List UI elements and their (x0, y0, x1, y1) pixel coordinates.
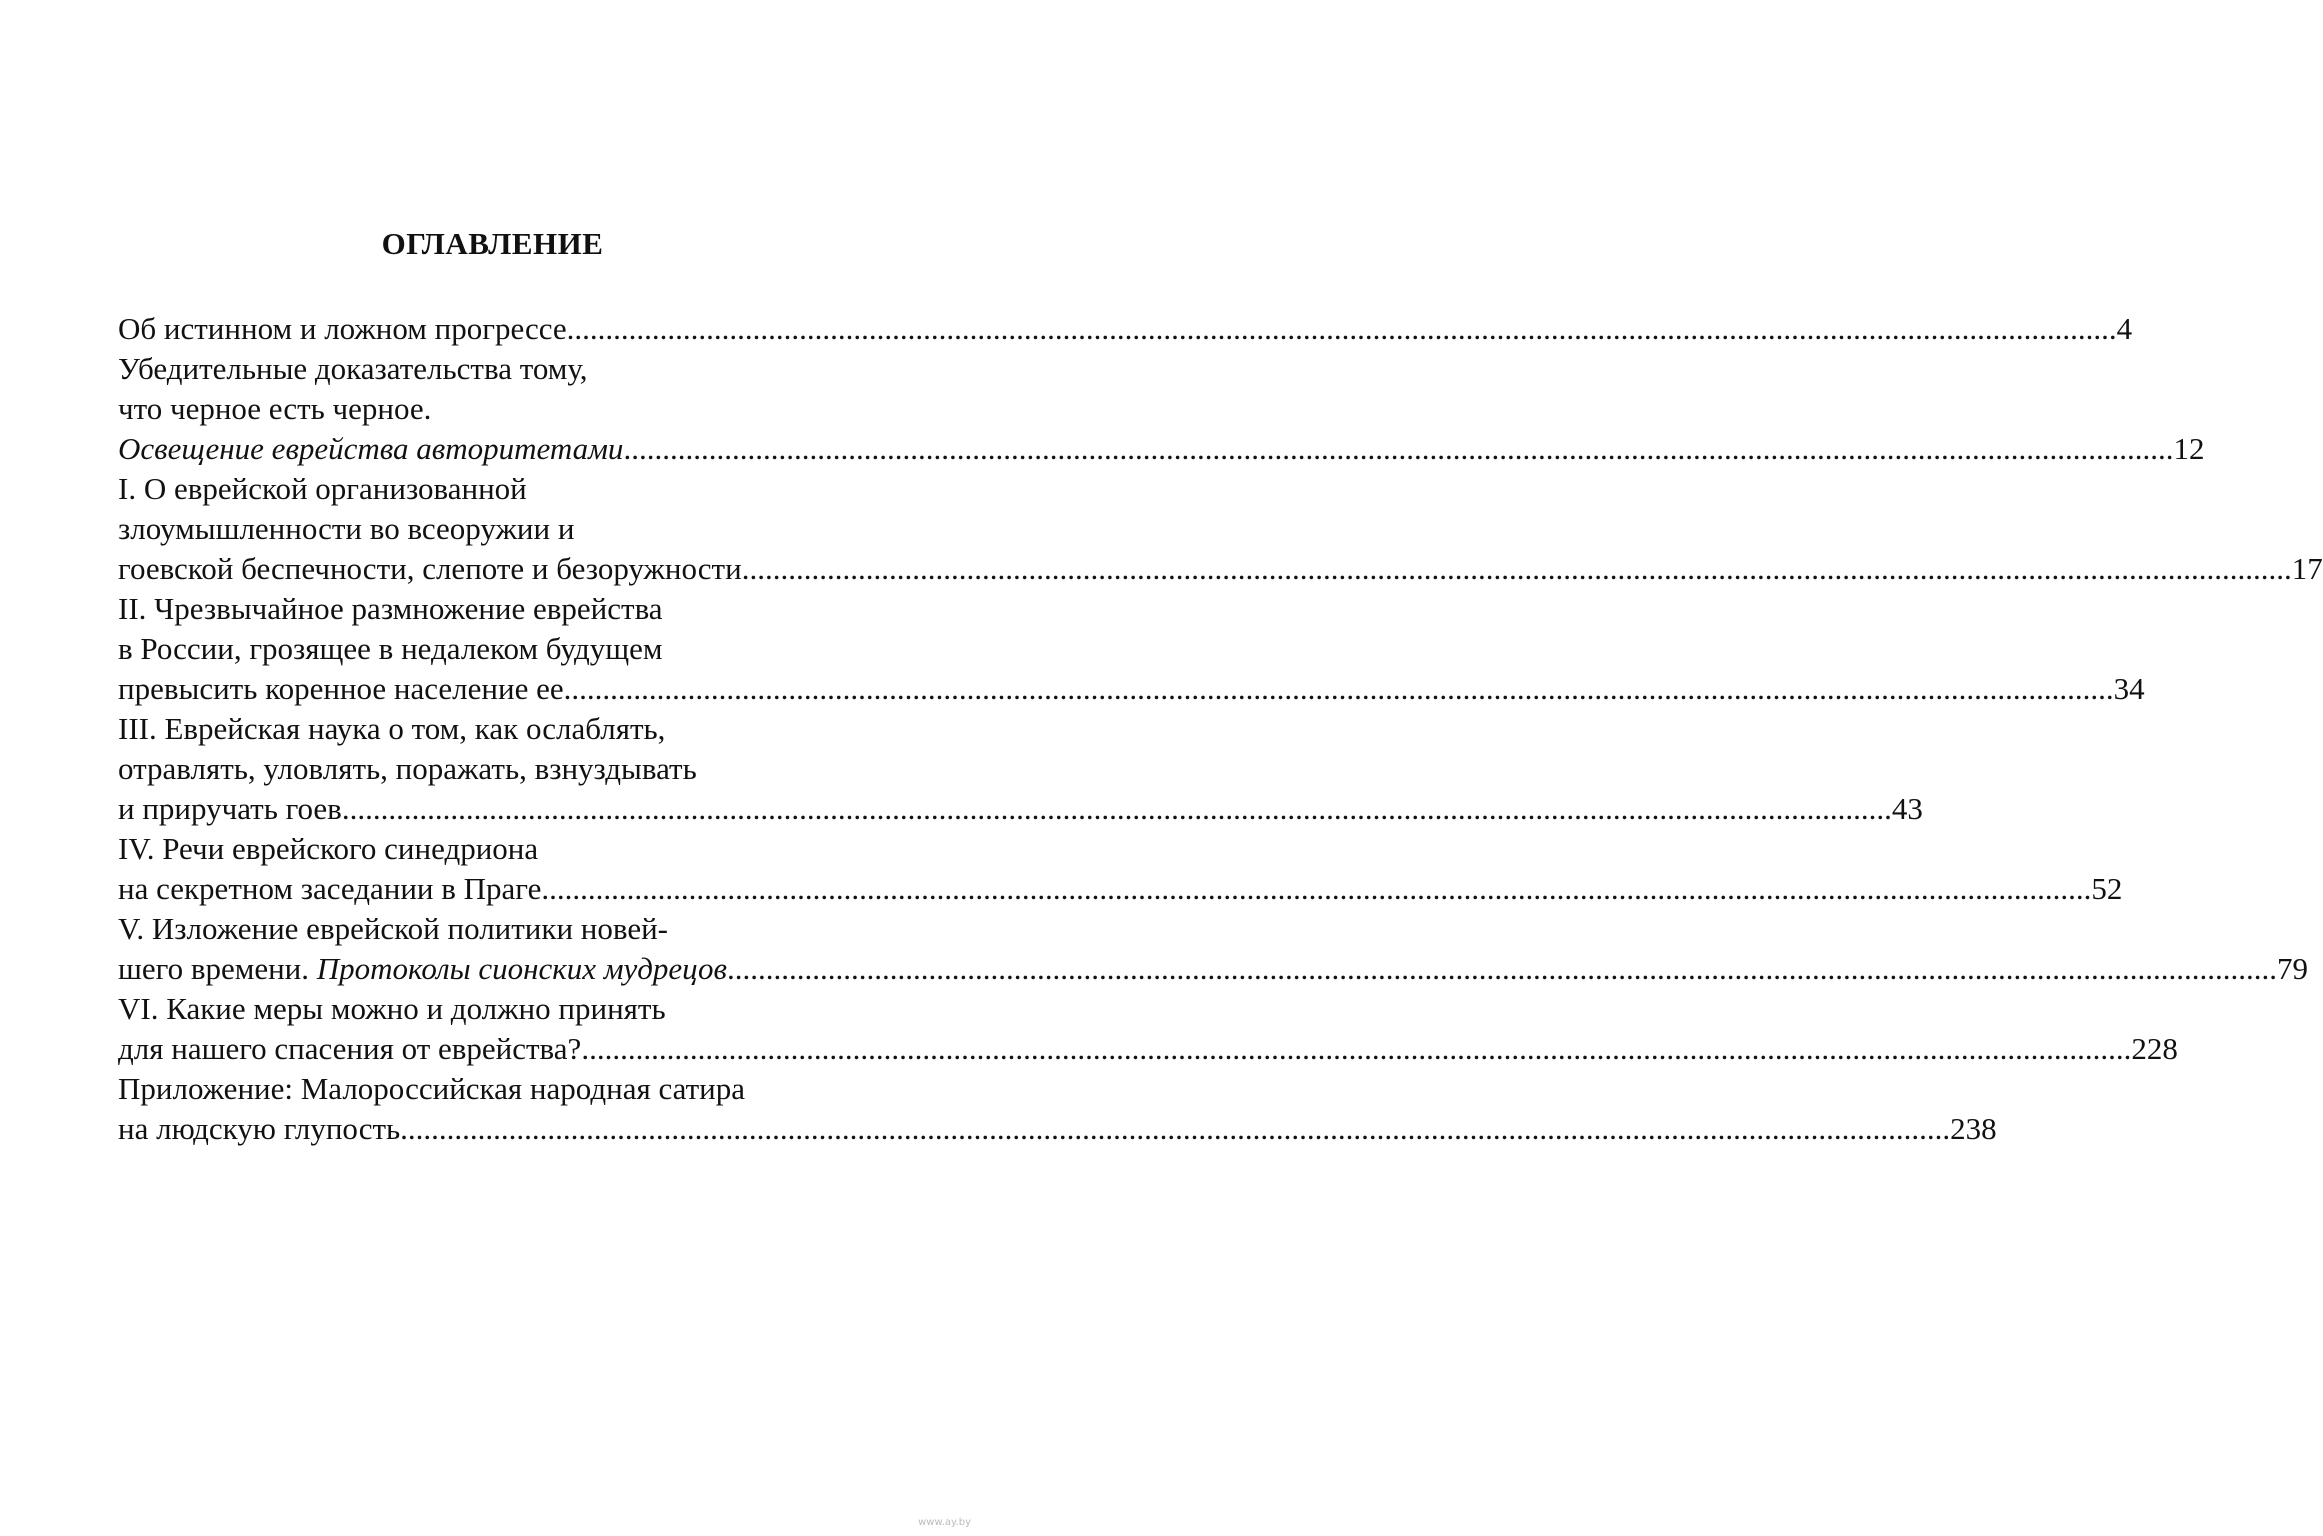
toc-line-text (118, 831, 538, 866)
dot-leader: ........................................................................................................................................................................................................ (563, 671, 2114, 706)
toc-line (118, 629, 866, 669)
text-segment: и приручать гоев (118, 791, 342, 826)
text-segment: в России, грозящее в недалеком будущем (118, 631, 663, 666)
text-segment: для нашего спасения от еврейства? (118, 1031, 582, 1066)
toc-line (118, 789, 1923, 829)
toc-line (118, 349, 866, 389)
text-segment: Убедительные доказательства тому, (118, 351, 588, 386)
toc-line (118, 829, 866, 869)
toc-line (118, 309, 2133, 349)
toc-line-text (118, 1029, 581, 1069)
toc-line-text (118, 711, 665, 746)
toc-line-text (118, 309, 567, 349)
toc-line (118, 1109, 1997, 1149)
text-segment: злоумышленности во всеоружии и (118, 511, 575, 546)
toc-line-text (118, 991, 666, 1026)
toc-line-text (118, 869, 541, 909)
toc-line-text (118, 751, 697, 786)
toc-line (118, 549, 2323, 589)
toc-line-text (118, 471, 527, 506)
page-number: 4 (2116, 311, 2133, 346)
text-segment: шего времени. (118, 951, 317, 986)
dot-leader: ........................................................................................................................................................................................................ (400, 1111, 1951, 1146)
text-segment: IV. Речи еврейского синедриона (118, 831, 539, 866)
toc-line-text (118, 511, 574, 546)
dot-leader: ........................................................................................................................................................................................................ (566, 311, 2117, 346)
italic-text: Освещение еврейства авторитетами (118, 431, 624, 466)
text-segment: I. О еврейской организованной (118, 471, 527, 506)
watermark: www.ay.by (918, 1517, 971, 1528)
toc-line-text (118, 949, 727, 989)
toc-line-text (118, 1109, 400, 1149)
toc-line (118, 909, 866, 949)
toc-line (118, 989, 866, 1029)
toc-line-text (118, 391, 431, 426)
text-segment: отравлять, уловлять, поражать, взнуздывать (118, 751, 697, 786)
toc-line (118, 669, 2145, 709)
page-title: ОГЛАВЛЕНИЕ (381, 226, 604, 261)
page-number: 12 (2173, 431, 2205, 466)
toc-line-text (118, 631, 662, 666)
toc-line-text (118, 789, 342, 829)
page-number: 17 (2291, 551, 2323, 586)
text-segment: VI. Какие меры можно и должно принять (118, 991, 666, 1026)
toc-line-text (118, 911, 668, 946)
text-segment: III. Еврейская наука о том, как ослаблять, (118, 711, 666, 746)
text-segment: II. Чрезвычайное размножение еврейства (118, 591, 663, 626)
text-segment: на секретном заседании в Праге (118, 871, 542, 906)
toc-line (118, 949, 2309, 989)
toc-line (118, 589, 866, 629)
toc-line (118, 389, 866, 429)
toc-line-text (118, 429, 623, 469)
text-segment: Приложение: Малороссийская народная сатира (118, 1071, 745, 1106)
italic-text: Протоколы сионских мудрецов (316, 951, 728, 986)
toc-line-text (118, 1071, 745, 1106)
page-number: 79 (2277, 951, 2309, 986)
toc-line (118, 1029, 2178, 1069)
text-segment: превысить коренное население ее (118, 671, 564, 706)
text-segment: гоевской беспечности, слепоте и безоружности (118, 551, 742, 586)
page-number: 228 (2131, 1031, 2178, 1066)
page-number: 34 (2113, 671, 2145, 706)
page-number: 43 (1891, 791, 1923, 826)
toc-line (118, 1069, 866, 1109)
toc-line (118, 509, 866, 549)
toc-line (118, 429, 2205, 469)
toc-line (118, 709, 866, 749)
dot-leader: ........................................................................................................................................................................................................ (581, 1031, 2132, 1066)
toc-line (118, 869, 2123, 909)
dot-leader: ........................................................................................................................................................................................................ (341, 791, 1892, 826)
page-number: 238 (1950, 1111, 1997, 1146)
text-segment: V. Изложение еврейской политики новей- (118, 911, 669, 946)
toc-line-text (118, 351, 588, 386)
dot-leader: ........................................................................................................................................................................................................ (623, 431, 2174, 466)
toc-line-text (118, 549, 742, 589)
toc-line-text (118, 669, 564, 709)
text-segment: Об истинном и ложном прогрессе (118, 311, 567, 346)
text-segment: на людскую глупость (118, 1111, 401, 1146)
dot-leader: ........................................................................................................................................................................................................ (727, 951, 2278, 986)
dot-leader: ........................................................................................................................................................................................................ (741, 551, 2292, 586)
toc-line (118, 469, 866, 509)
page-number: 52 (2091, 871, 2123, 906)
toc-line (118, 749, 866, 789)
toc-line-text (118, 591, 663, 626)
dot-leader: ........................................................................................................................................................................................................ (541, 871, 2092, 906)
text-segment: что черное есть черное. (118, 391, 432, 426)
table-of-contents (118, 309, 2323, 1149)
